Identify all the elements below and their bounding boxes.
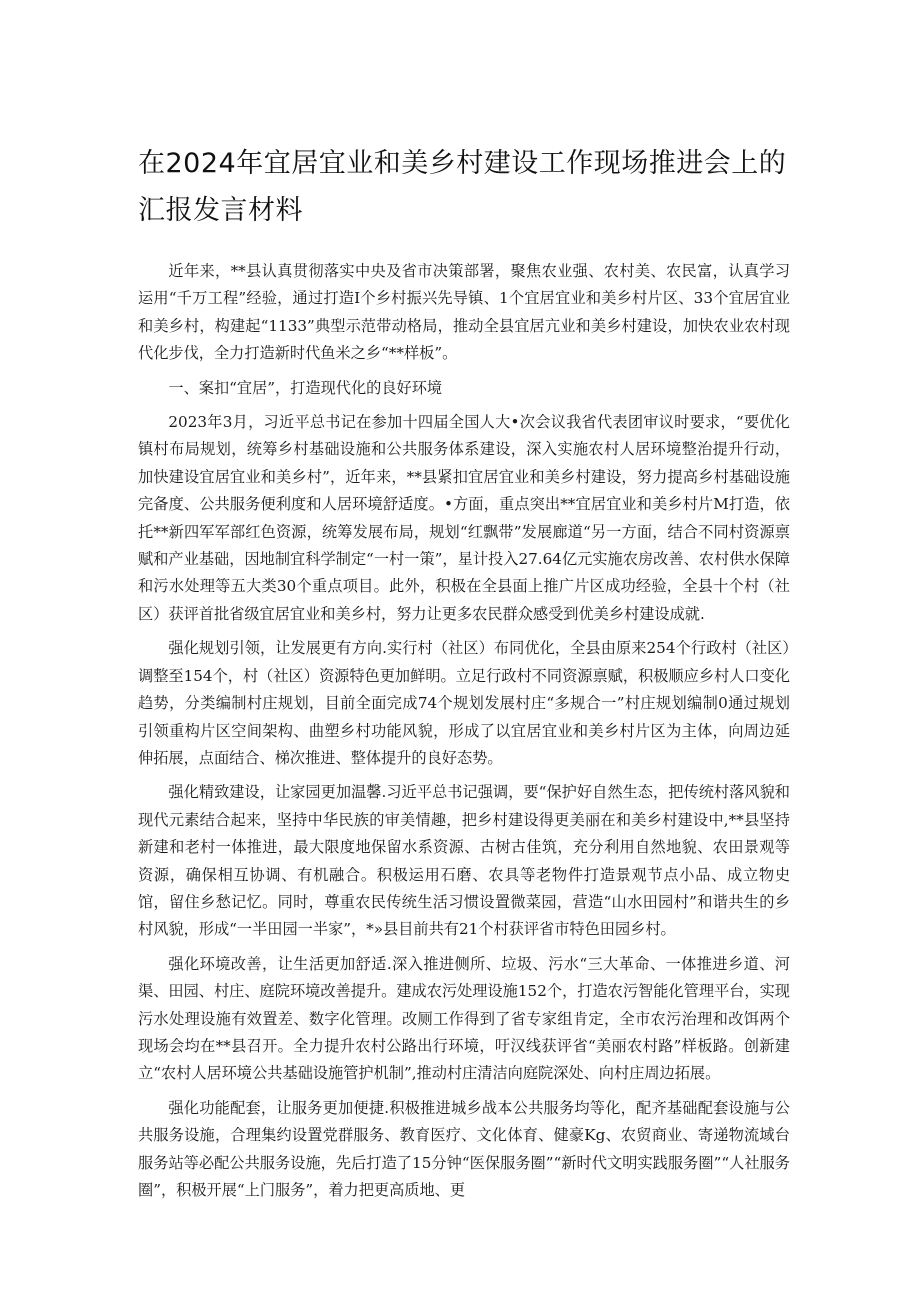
- body-paragraph-planning: 强化规划引领，让发展更有方向.实行村（社区）布同优化，全县由原来254个行政村（社区）调整至154个，村（社区）资源特色更加鲜明。立足行政村不同资源禀赋，积极顺应乡村人口变化趋势，分类编制村庄规划，目前全面完成74个规划发展村庄“多规合一”村庄规划编制0通过规划引领重构片区空间架构、曲塑乡村功能风貌，形成了以宜居宜业和美乡村片区为主体，向周边延伸拓展，点面结合、梯次推进、整体提升的良好态势。: [138, 639, 790, 767]
- body-paragraph-services: 强化功能配套，让服务更加便捷.积极推进城乡战本公共服务均等化，配齐基础配套设施与公共服务设施，合理集约设置党群服务、教育医疗、文化体育、健豪Kg、农贸商业、寄递物流域台服务站等必配公共服务设施，先后打造了15分钟“医保服务圈”“新时代文明实践服务圈”“人社服务圈”，积极开展“上门服务”，着力把更高质地、更: [138, 1098, 790, 1199]
- intro-paragraph: 近年来，**县认真贯彻落实中央及省市决策部署，聚焦农业强、农村美、农民富，认真学习运用“千万工程”经验，通过打造Ⅰ个乡村振兴先导镇、1个宜居宜业和美乡村片区、33个宜居宜业和美乡村，构建起“1133”典型示范带动格局，推动全县宜居亢业和美乡村建设，加快农业农村现代化步伐，全力打造新时代鱼米之乡“**样板”。: [138, 262, 790, 363]
- body-paragraph-construction: 强化精致建设，让家园更加温馨.习近平总书记强调，要“保护好自然生态，把传统村落风貌和现代元素结合起来，坚持中华民族的审美情趣，把乡村建设得更美丽在和美乡村建设中,**县坚持新建和老村一体推进，最大限度地保留水系资源、古树古佳筑，充分利用自然地貌、农田景观等资源，确保相互协调、有机融合。积极运用石磨、农具等老物件打造景观节点小品、成立物史馆，留住乡愁记忆。同时，尊重农民传统生活习惯设置微菜园，营造“山水田园村”和谐共生的乡村风貌，形成“一半田园一半家”，*»县目前共有21个村获评省市特色田园乡村。: [138, 783, 790, 939]
- body-paragraph-environment: 强化环境改善，让生活更加舒适.深入推进侧所、垃圾、污水“三大革命、一体推进乡道、河渠、田园、村庄、庭院环境改善提升。建成农污处理设施152个，打造农污智能化管理平台，实现污水处理设施有效置差、数字化管理。改厕工作得到了省专家组肯定，全市农污治理和改饵两个现场会均在**县召开。全力提升农村公路出行环境，吁汉线获评省“美丽农村路”样板路。创新建立“农村人居环境公共基础设施管护机制”,推动村庄清洁向庭院深处、向村庄周边拓展。: [138, 954, 790, 1083]
- section-heading-1: 一、案扣“宜居”，打造现代化的良好环境: [168, 378, 443, 397]
- body-paragraph: 2023年3月，习近平总书记在参加十四届全国人大•次会议我省代表团审议时要求，“要优化镇村布局规划，统筹乡村基础设施和公共服务体系建设，深入实施农村人居环境整治提升行动，加快建设宜居宜业和美乡村”，近年来，**县紧扣宜居宜业和美乡村建设，努力提高乡村基础设施完备度、公共服务便利度和人居环境舒适度。•方面，重点突出**宜居宜业和美乡村片M打造，依托**新四军军部红色资源，统筹发展布局，规划“红飘带”发展廊道“另一方面，结合不同村资源禀赋和产业基础，因地制宜科学制定“一村一策”，星计投入27.64亿元实施农房改善、农村供水保障和污水处理等五大类30个重点项目。此外，积极在全县面上推广片区成功经验，全县十个村（社区）获评首批省级宜居宜业和美乡村，努力让更多农民群众感受到优美乡村建设成就.: [138, 413, 790, 623]
- document-title: 在2024年宜居宜业和美乡村建设工作现场推进会上的汇报发言材料: [138, 148, 787, 226]
